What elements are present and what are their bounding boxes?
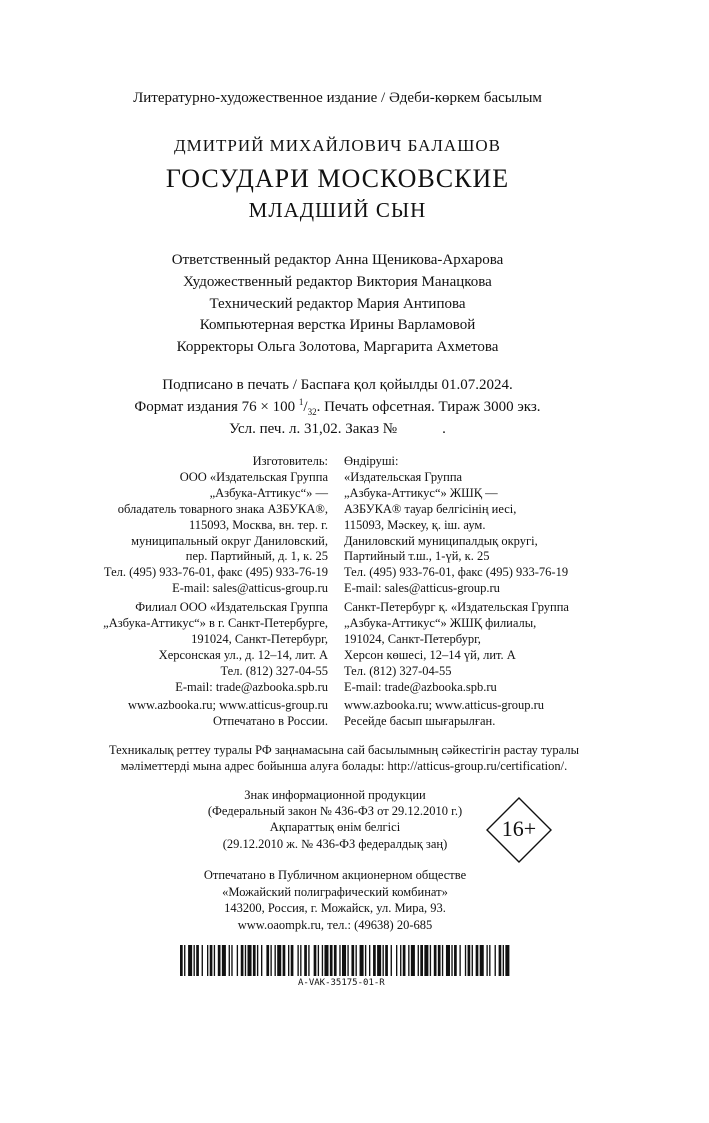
barcode-bar bbox=[442, 945, 443, 976]
manufacturer-ru-email: E-mail: sales@atticus-group.ru bbox=[172, 581, 328, 596]
manufacturer-kz bbox=[344, 454, 644, 597]
barcode-bar bbox=[505, 945, 509, 976]
barcode-bar bbox=[468, 945, 471, 976]
barcode-bar bbox=[424, 945, 428, 976]
manufacturer-ru-line: пер. Партийный, д. 1, к. 25 bbox=[185, 549, 328, 564]
barcode-bar bbox=[411, 945, 415, 976]
book-series-title: ГОСУДАРИ МОСКОВСКИЕ bbox=[165, 164, 510, 193]
barcode-bar bbox=[308, 945, 309, 976]
manufacturer-kz-line: 115093, Мәскеу, қ. іш. аум. bbox=[344, 517, 486, 532]
barcode-bar bbox=[438, 945, 441, 976]
printer-line: www.oaompk.ru, тел.: (49638) 20-685 bbox=[237, 917, 433, 932]
barcode-bar bbox=[495, 945, 496, 976]
manufacturer-ru-line: „Азбука-Аттикус“» — bbox=[209, 485, 328, 500]
barcode-bar bbox=[373, 945, 376, 976]
barcode-bar bbox=[248, 945, 252, 976]
barcode-bar bbox=[222, 945, 226, 976]
barcode-bar bbox=[277, 945, 281, 976]
barcode-bar bbox=[347, 945, 348, 976]
manufacturer-kz-line: Өндіруші: bbox=[344, 454, 399, 468]
credit-line: Художественный редактор Виктория Манацкова bbox=[183, 273, 492, 290]
barcode-bar bbox=[489, 945, 490, 976]
barcode-bar bbox=[377, 945, 381, 976]
manufacturer-kz-email: E-mail: sales@atticus-group.ru bbox=[344, 581, 500, 596]
barcode-bar bbox=[231, 945, 232, 976]
barcode-bar bbox=[459, 945, 460, 976]
branch-ru-line: Тел. (812) 327-04-55 bbox=[220, 663, 328, 678]
info-sign-line: Знак информационной продукции bbox=[244, 788, 426, 802]
barcode-bar bbox=[451, 945, 452, 976]
author-name: ДМИТРИЙ МИХАЙЛОВИЧ БАЛАШОВ bbox=[174, 136, 501, 155]
branch-kz-line: Херсон көшесі, 12–14 үй, лит. А bbox=[344, 647, 516, 662]
manufacturer-kz-line: АЗБУКА® тауар белгісінің иесі, bbox=[344, 501, 517, 516]
manufacturer-ru-line: Изготовитель: bbox=[252, 454, 328, 468]
branch-ru-line: „Азбука-Аттикус“» в г. Санкт-Петербурге, bbox=[103, 615, 328, 630]
barcode-bar bbox=[454, 945, 457, 976]
barcode-bar bbox=[472, 945, 473, 976]
barcode-bar bbox=[202, 945, 203, 976]
barcode-bar bbox=[400, 945, 401, 976]
barcode-bar bbox=[318, 945, 319, 976]
printer-info bbox=[0, 867, 670, 933]
barcode-bar bbox=[499, 945, 502, 976]
branch-kz bbox=[344, 600, 644, 695]
web-kz-links: www.azbooka.ru; www.atticus-group.ru bbox=[344, 698, 545, 712]
barcode-bar bbox=[261, 945, 262, 976]
printed-in-russia-kz: Ресейде басып шығарылған. bbox=[344, 713, 496, 728]
manufacturer-kz-line: «Издательская Группа bbox=[344, 469, 463, 484]
barcode-bar bbox=[322, 945, 323, 976]
barcode-bar bbox=[360, 945, 364, 976]
manufacturer-kz-line: „Азбука-Аттикус“» ЖШҚ — bbox=[344, 485, 498, 500]
credit-line: Технический редактор Мария Антипова bbox=[209, 295, 466, 312]
certification-note bbox=[0, 742, 688, 774]
barcode-bar bbox=[430, 945, 431, 976]
format-prefix: Формат издания 76 × 100 bbox=[134, 399, 299, 415]
barcode-bar bbox=[229, 945, 230, 976]
barcode-bar bbox=[314, 945, 317, 976]
age-rating-text: 16+ bbox=[501, 816, 537, 841]
branch-ru-line: 191024, Санкт-Петербург, bbox=[191, 631, 328, 646]
printer-line: Отпечатано в Публичном акционерном обществе bbox=[203, 868, 467, 882]
branch-ru bbox=[28, 600, 328, 695]
barcode-bar bbox=[420, 945, 423, 976]
barcode-bar bbox=[288, 945, 289, 976]
barcode-bar bbox=[465, 945, 466, 976]
branch-kz-line: Тел. (812) 327-04-55 bbox=[344, 663, 452, 678]
barcode-bar bbox=[241, 945, 244, 976]
branch-ru-line: Филиал ООО «Издательская Группа bbox=[135, 600, 328, 614]
barcode-bar bbox=[184, 945, 185, 976]
printer-line: «Можайский полиграфический комбинат» bbox=[222, 884, 448, 899]
info-sign-line: Ақпараттық өнім белгісі bbox=[269, 820, 401, 835]
barcode-bar bbox=[408, 945, 409, 976]
barcode-bar bbox=[210, 945, 213, 976]
barcode-bar bbox=[418, 945, 419, 976]
branch-kz-line: „Азбука-Аттикус“» ЖШҚ филиалы, bbox=[344, 615, 537, 630]
barcode-bar bbox=[245, 945, 246, 976]
barcode-bar bbox=[300, 945, 301, 976]
barcode-bar bbox=[196, 945, 199, 976]
barcode-code: A-VAK-35175-01-R bbox=[298, 978, 385, 988]
barcode-bar bbox=[383, 945, 384, 976]
barcode-bar bbox=[503, 945, 504, 976]
manufacturer-kz-line: Партийный т.ш., 1-үй, к. 25 bbox=[344, 549, 490, 564]
barcode-bar bbox=[275, 945, 276, 976]
branch-kz-line: 191024, Санкт-Петербург, bbox=[344, 631, 481, 646]
barcode-bar bbox=[446, 945, 450, 976]
barcode-bar bbox=[339, 945, 340, 976]
barcode-bar bbox=[391, 945, 392, 976]
manufacturer-kz-line: Тел. (495) 933-76-01, факс (495) 933-76-19 bbox=[344, 565, 569, 580]
barcode-bar bbox=[194, 945, 195, 976]
barcode-bar bbox=[480, 945, 484, 976]
barcode-bar bbox=[351, 945, 354, 976]
signed-to-print-line: Подписано в печать / Баспаға қол қойылды 01.07.2024. bbox=[162, 377, 513, 393]
barcode-bar bbox=[304, 945, 307, 976]
barcode-bar bbox=[403, 945, 406, 976]
printer-line: 143200, Россия, г. Можайск, ул. Мира, 93. bbox=[224, 901, 446, 915]
web-ru bbox=[28, 698, 328, 730]
certification-line: мәліметтерді мына адрес бойынша алуға болады: http://atticus-group.ru/certification/. bbox=[120, 759, 568, 773]
manufacturer-ru-line: Тел. (495) 933-76-01, факс (495) 933-76-19 bbox=[103, 565, 328, 580]
web-ru-links: www.azbooka.ru; www.atticus-group.ru bbox=[127, 698, 328, 712]
barcode-bar bbox=[476, 945, 479, 976]
manufacturer-kz-line: Даниловский муниципалдық округі, bbox=[344, 533, 538, 548]
branch-ru-email: E-mail: trade@azbooka.spb.ru bbox=[175, 679, 328, 694]
branch-kz-line: Санкт-Петербург қ. «Издательская Группа bbox=[344, 600, 569, 614]
barcode-bar bbox=[396, 945, 397, 976]
barcode-bar bbox=[237, 945, 238, 976]
credit-line: Компьютерная верстка Ирины Варламовой bbox=[199, 317, 476, 334]
barcode-bar bbox=[356, 945, 357, 976]
book-title: МЛАДШИЙ СЫН bbox=[248, 198, 427, 222]
info-sign-line: (Федеральный закон № 436-ФЗ от 29.12.2010 г.) bbox=[207, 804, 463, 819]
barcode-bar bbox=[330, 945, 333, 976]
printed-in-russia: Отпечатано в России. bbox=[213, 713, 328, 728]
manufacturer-ru-line: ООО «Издательская Группа bbox=[179, 469, 328, 484]
barcode-bar bbox=[291, 945, 294, 976]
barcode-bar bbox=[253, 945, 256, 976]
age-rating-badge bbox=[486, 797, 552, 863]
barcode-bar bbox=[188, 945, 192, 976]
editorial-credits bbox=[0, 250, 675, 359]
barcode-bar bbox=[266, 945, 269, 976]
barcode-bar bbox=[180, 945, 183, 976]
manufacturer-ru-line: 115093, Москва, вн. тер. г. bbox=[188, 517, 328, 532]
web-kz bbox=[344, 698, 644, 730]
barcode-bar bbox=[257, 945, 258, 976]
credit-line: Корректоры Ольга Золотова, Маргарита Ахметова bbox=[176, 339, 499, 356]
barcode-bar bbox=[486, 945, 487, 976]
barcode-bar bbox=[270, 945, 271, 976]
info-sign-line: (29.12.2010 ж. № 436-ФЗ федералдық заң) bbox=[222, 836, 448, 851]
barcode-bar bbox=[342, 945, 346, 976]
info-product-sign bbox=[0, 787, 670, 852]
format-suffix: . Печать офсетная. Тираж 3000 экз. bbox=[316, 399, 541, 415]
barcode-icon bbox=[180, 945, 510, 976]
manufacturer-ru-line: муниципальный округ Даниловский, bbox=[131, 533, 328, 548]
barcode-bar bbox=[385, 945, 388, 976]
barcode-bar bbox=[207, 945, 208, 976]
barcode-bar bbox=[297, 945, 298, 976]
barcode-bar bbox=[283, 945, 286, 976]
format-fraction-slash: / bbox=[303, 399, 308, 415]
format-fraction-denominator: 32 bbox=[307, 407, 317, 417]
manufacturer-ru-line: обладатель товарного знака АЗБУКА®, bbox=[117, 501, 328, 516]
manufacturer-ru bbox=[28, 454, 328, 597]
barcode-bar bbox=[365, 945, 366, 976]
barcode-bar bbox=[214, 945, 215, 976]
format-line bbox=[0, 394, 675, 421]
barcode-bar bbox=[334, 945, 337, 976]
branch-ru-line: Херсонская ул., д. 12–14, лит. А bbox=[158, 647, 328, 662]
branch-kz-email: E-mail: trade@azbooka.spb.ru bbox=[344, 679, 497, 694]
edition-type-line: Литературно-художественное издание / Әдеби-көркем басылым bbox=[133, 90, 542, 106]
barcode-bar bbox=[324, 945, 328, 976]
certification-line: Техникалық реттеу туралы РФ заңнамасына сай басылымның сәйкестігін растау туралы bbox=[109, 743, 579, 757]
barcode-bar bbox=[218, 945, 221, 976]
credit-line: Ответственный редактор Анна Щеникова-Архарова bbox=[171, 252, 504, 268]
barcode-bar bbox=[434, 945, 437, 976]
barcode-bar bbox=[369, 945, 370, 976]
print-info bbox=[0, 377, 675, 438]
order-line: Усл. печ. л. 31,02. Заказ № . bbox=[229, 421, 446, 437]
format-fraction-numerator: 1 bbox=[298, 397, 304, 407]
